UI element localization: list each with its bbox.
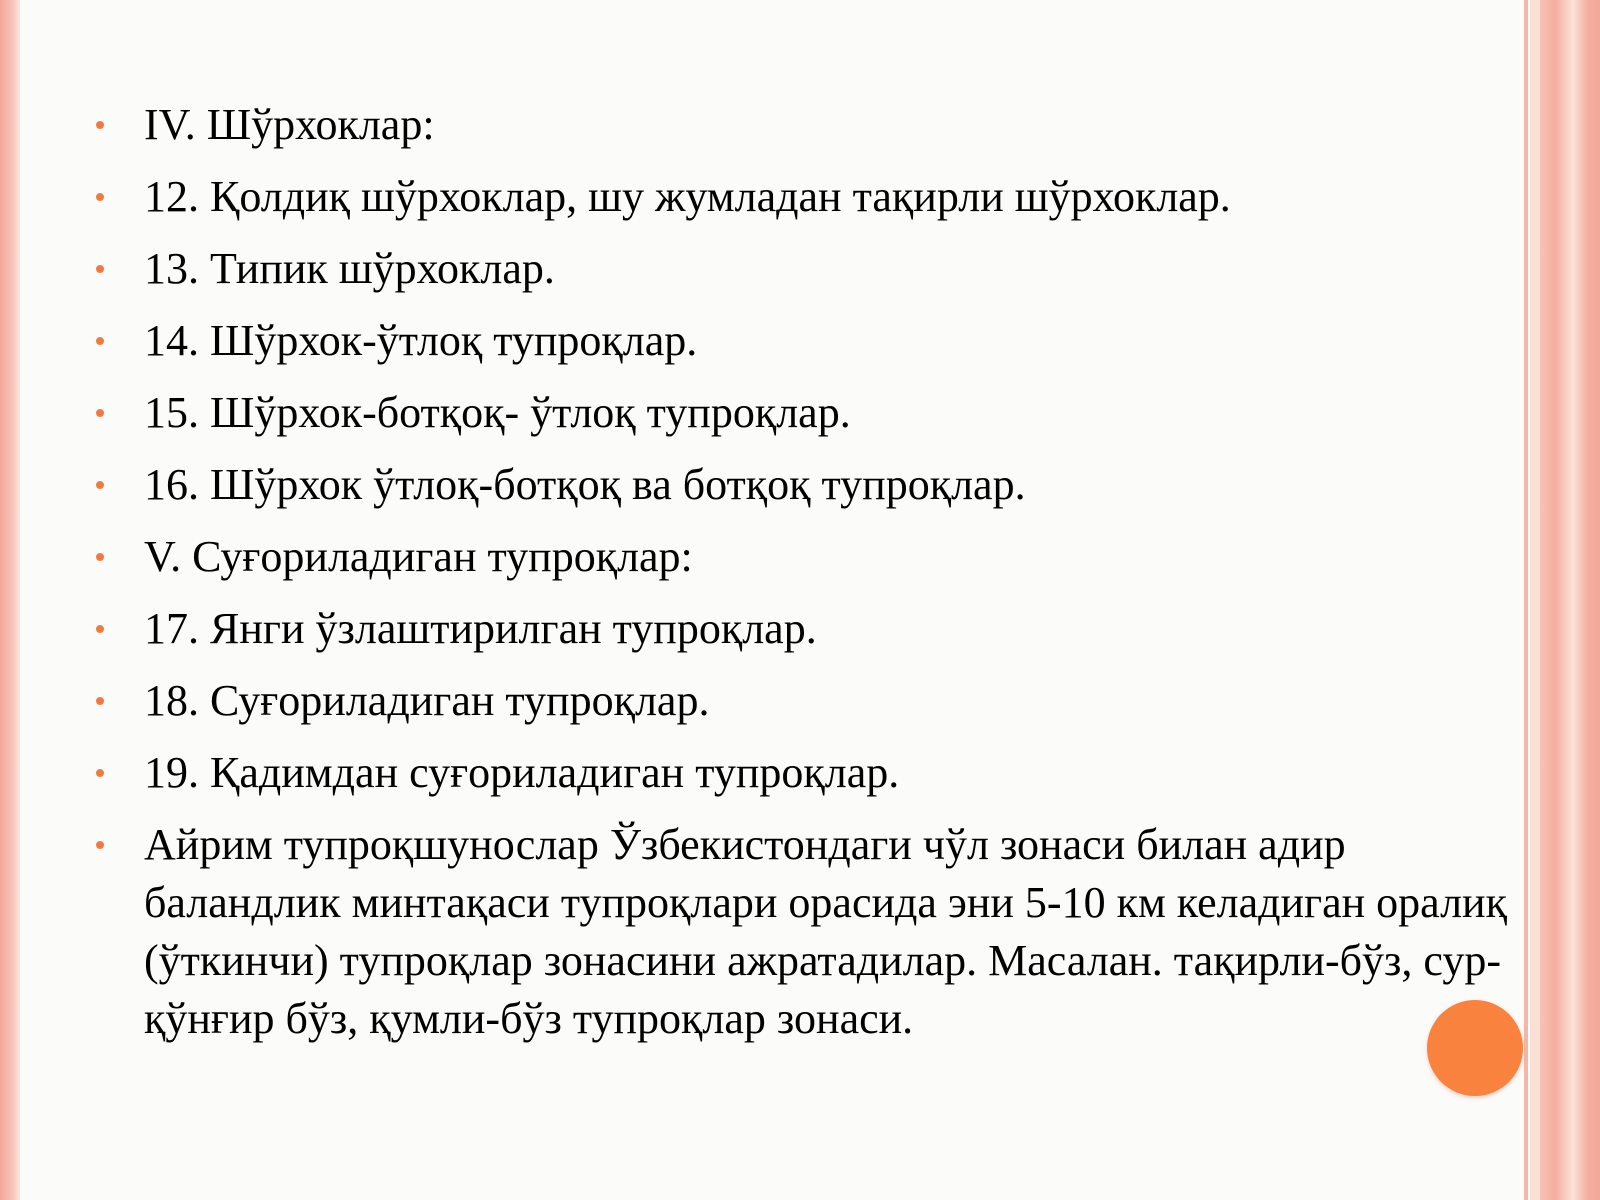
list-item-paragraph bbox=[96, 816, 1516, 1048]
bullet-icon bbox=[96, 625, 104, 633]
bullet-icon bbox=[96, 121, 104, 129]
list-item bbox=[96, 96, 1516, 154]
list-item-text: Айрим тупроқшунослар Ўзбекистондаги чўл зонаси билан адир баландлик минтақаси тупроқлари орасида эни 5-10 км келадиган оралиқ (ўткинчи) тупроқлар зонасини ажратадилар. Масалан. тақирли-бўз, сур-қўнғир бўз, қумли-бўз тупроқлар зонаси. bbox=[144, 820, 1507, 1043]
list-item-text: 17. Янги ўзлаштирилган тупроқлар. bbox=[144, 604, 817, 653]
list-item bbox=[96, 528, 1516, 586]
list-item-text: IV. Шўрхоклар: bbox=[144, 100, 435, 149]
list-item bbox=[96, 312, 1516, 370]
right-border-line bbox=[1524, 0, 1528, 1200]
bullet-icon bbox=[96, 409, 104, 417]
bullet-icon bbox=[96, 553, 104, 561]
bullet-icon bbox=[96, 841, 104, 849]
list-item-text: 14. Шўрхок-ўтлоқ тупроқлар. bbox=[144, 316, 698, 365]
bullet-icon bbox=[96, 193, 104, 201]
list-item bbox=[96, 456, 1516, 514]
bullet-list bbox=[96, 96, 1516, 1048]
list-item bbox=[96, 672, 1516, 730]
list-item bbox=[96, 744, 1516, 802]
list-item-text: 16. Шўрхок ўтлоқ-ботқоқ ва ботқоқ тупроқлар. bbox=[144, 460, 1026, 509]
left-border-decoration bbox=[0, 0, 20, 1200]
bullet-icon bbox=[96, 337, 104, 345]
bullet-icon bbox=[96, 769, 104, 777]
list-item bbox=[96, 384, 1516, 442]
list-item-text: 18. Суғориладиган тупроқлар. bbox=[144, 676, 710, 725]
orange-circle-decoration bbox=[1427, 1000, 1523, 1096]
list-item bbox=[96, 240, 1516, 298]
list-item bbox=[96, 600, 1516, 658]
bullet-icon bbox=[96, 265, 104, 273]
bullet-icon bbox=[96, 697, 104, 705]
list-item-text: 15. Шўрхок-ботқоқ- ўтлоқ тупроқлар. bbox=[144, 388, 851, 437]
right-border-decoration bbox=[1540, 0, 1600, 1200]
list-item bbox=[96, 168, 1516, 226]
right-border-inner bbox=[1530, 0, 1540, 1200]
list-item-text: 12. Қолдиқ шўрхоклар, шу жумладан тақирли шўрхоклар. bbox=[144, 172, 1231, 221]
bullet-icon bbox=[96, 481, 104, 489]
list-item-text: 19. Қадимдан суғориладиган тупроқлар. bbox=[144, 748, 900, 797]
list-item-text: 13. Типик шўрхоклар. bbox=[144, 244, 555, 293]
list-item-text: V. Суғориладиган тупроқлар: bbox=[144, 532, 693, 581]
